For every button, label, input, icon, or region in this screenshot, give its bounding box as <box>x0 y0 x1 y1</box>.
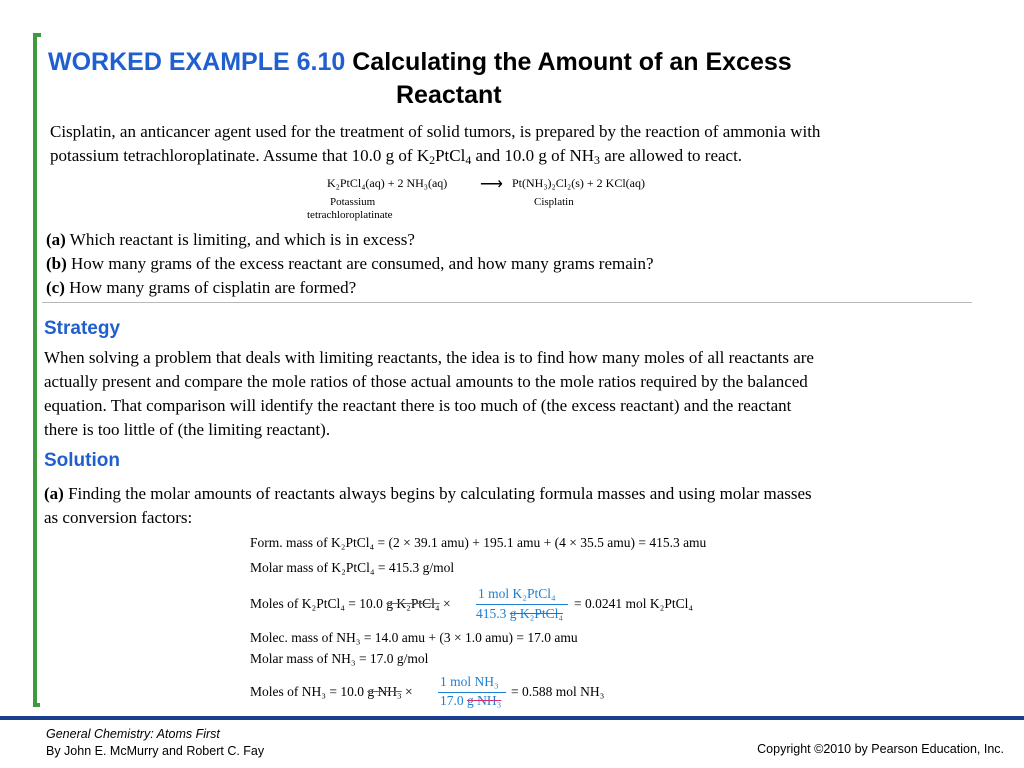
frame-top-tick <box>33 33 41 37</box>
worked-example-label: WORKED EXAMPLE 6.10 <box>48 48 346 76</box>
question-tag: (b) <box>46 254 67 273</box>
question-c <box>46 276 976 300</box>
frame-left-bar <box>33 33 37 706</box>
strategy-heading: Strategy <box>44 318 121 339</box>
frame-bottom-tick <box>33 703 40 707</box>
reaction-left: K₂PtCl₄(aq) + 2 NH₃(aq) <box>327 176 448 190</box>
reaction-label-tetrachloroplatinate: tetrachloroplatinate <box>307 209 393 221</box>
moles-k-result: = 0.0241 mol K₂PtCl₄ <box>574 596 694 611</box>
questions-list <box>46 228 976 300</box>
moles-k-fraction-bar <box>476 604 568 605</box>
question-tag: (a) <box>46 230 66 249</box>
title-text-line1: Calculating the Amount of an Excess <box>352 48 792 76</box>
solution-paragraph <box>44 482 964 530</box>
moles-k-line <box>250 596 451 612</box>
moles-k-cancel: g K₂PtCl₄ <box>386 596 440 611</box>
intro-text: are allowed to react. <box>600 146 743 165</box>
moles-nh3-line <box>250 684 413 700</box>
strategy-line: equation. That comparison will identify the reactant there is too much of (the excess reactant) and the reactant <box>44 396 792 415</box>
question-b <box>46 252 976 276</box>
strategy-line: actually present and compare the mole ratios of those actual amounts to the mole ratios required by the balanced <box>44 372 808 391</box>
solution-heading: Solution <box>44 450 120 471</box>
subscript: 4 <box>465 152 472 167</box>
moles-nh3-cancel: g NH₃ <box>367 684 402 699</box>
question-text: How many grams of the excess reactant are consumed, and how many grams remain? <box>66 254 654 273</box>
subscript: 2 <box>429 152 436 167</box>
molar-mass-k-line: Molar mass of K₂PtCl₄ = 415.3 g/mol <box>250 560 455 575</box>
moles-k-denominator <box>476 606 563 622</box>
intro-line-2 <box>50 144 980 168</box>
intro-text: potassium tetrachloroplatinate. Assume that 10.0 g of K <box>50 146 430 165</box>
solution-line-1 <box>44 482 964 506</box>
intro-text: PtCl <box>435 146 466 165</box>
molec-mass-nh3-line: Molec. mass of NH₃ = 14.0 amu + (3 × 1.0 amu) = 17.0 amu <box>250 630 578 645</box>
moles-nh3-den-cancel: g NH₃ <box>467 693 502 708</box>
moles-k-den-value: 415.3 <box>476 606 507 621</box>
strategy-paragraph <box>44 346 964 442</box>
moles-k-numerator: 1 mol K₂PtCl₄ <box>478 586 556 601</box>
reaction-label-potassium: Potassium <box>330 196 376 208</box>
strategy-line: When solving a problem that deals with limiting reactants, the idea is to find how many moles of all reactants are <box>44 348 814 367</box>
times-sign: × <box>442 596 451 611</box>
title-text-line2: Reactant <box>396 81 502 109</box>
moles-k-prefix: Moles of K₂PtCl₄ = 10.0 <box>250 596 383 611</box>
intro-line-1: Cisplatin, an anticancer agent used for the treatment of solid tumors, is prepared by the reaction of ammonia with <box>50 122 821 141</box>
moles-nh3-denominator <box>440 693 501 709</box>
strategy-line: there is too little of (the limiting reactant). <box>44 420 331 439</box>
reaction-label-cisplatin: Cisplatin <box>534 196 574 208</box>
footer-book-info <box>46 726 264 760</box>
footer-authors: By John E. McMurry and Robert C. Fay <box>46 744 265 758</box>
intro-text: and 10.0 g of NH <box>471 146 595 165</box>
moles-nh3-prefix: Moles of NH₃ = 10.0 <box>250 684 364 699</box>
question-text: Which reactant is limiting, and which is in excess? <box>65 230 415 249</box>
molar-mass-nh3-line: Molar mass of NH₃ = 17.0 g/mol <box>250 651 429 666</box>
subscript: 3 <box>594 152 600 167</box>
moles-nh3-numerator: 1 mol NH₃ <box>440 674 499 689</box>
page-title <box>48 46 948 112</box>
divider <box>42 302 972 303</box>
question-tag: (c) <box>46 278 65 297</box>
solution-text: Finding the molar amounts of reactants always begins by calculating formula masses and using molar masses <box>63 484 812 503</box>
footer-copyright: Copyright ©2010 by Pearson Education, Inc. <box>757 742 1004 756</box>
moles-nh3-result: = 0.588 mol NH₃ <box>511 684 605 699</box>
intro-paragraph <box>50 120 980 168</box>
solution-line-2: as conversion factors: <box>44 508 193 527</box>
moles-nh3-den-value: 17.0 <box>440 693 464 708</box>
reaction-arrow: ⟶ <box>480 176 503 193</box>
formula-mass-line: Form. mass of K₂PtCl₄ = (2 × 39.1 amu) + 195.1 amu + (4 × 35.5 amu) = 415.3 amu <box>250 535 707 550</box>
times-sign: × <box>405 684 413 699</box>
footer-bar <box>0 716 1024 720</box>
moles-k-den-cancel: g K₂PtCl₄ <box>509 606 564 621</box>
solution-tag: (a) <box>44 484 64 503</box>
question-text: How many grams of cisplatin are formed? <box>64 278 357 297</box>
question-a <box>46 228 976 252</box>
reaction-right: Pt(NH₃)₂Cl₂(s) + 2 KCl(aq) <box>512 176 645 190</box>
footer-book-title: General Chemistry: Atoms First <box>46 727 220 741</box>
